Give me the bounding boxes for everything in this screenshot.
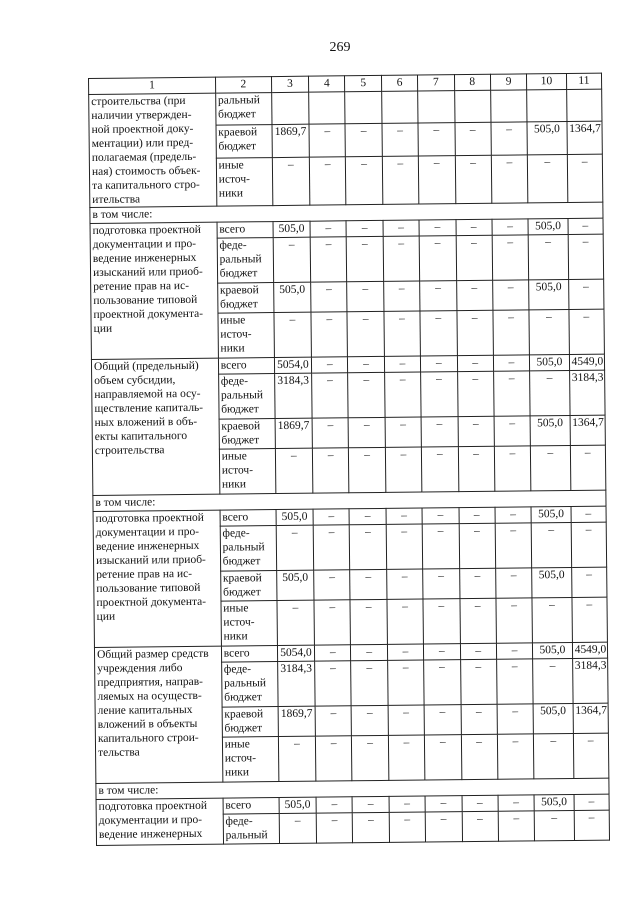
value-cell: – <box>316 797 353 813</box>
value-cell: 4549,0 <box>569 354 605 370</box>
value-cell: – <box>459 598 496 643</box>
value-cell: – <box>531 445 571 490</box>
source-label: феде- ральный бюджет <box>220 526 277 572</box>
value-cell: – <box>458 446 495 491</box>
source-label: ральный бюджет <box>215 93 271 126</box>
value-cell: – <box>420 281 457 311</box>
value-cell: – <box>385 447 422 492</box>
value-cell: – <box>491 122 528 155</box>
value-cell: – <box>384 356 421 372</box>
value-cell: – <box>279 813 317 843</box>
value-cell: – <box>496 643 533 659</box>
value-cell: – <box>422 524 459 569</box>
value-cell: – <box>571 567 607 597</box>
value-cell: – <box>351 660 388 705</box>
value-cell: 5054,0 <box>277 645 315 661</box>
value-cell: – <box>456 219 493 235</box>
value-cell: – <box>382 123 419 156</box>
value-cell: – <box>275 448 313 493</box>
source-label: феде- ральный бюджет <box>217 238 274 284</box>
value-cell: 505,0 <box>530 354 570 370</box>
value-cell: – <box>528 154 568 203</box>
value-cell: – <box>313 525 350 570</box>
value-cell <box>566 89 602 122</box>
value-cell: 505,0 <box>530 415 570 445</box>
value-cell: – <box>531 522 571 567</box>
value-cell: – <box>456 280 493 310</box>
value-cell: – <box>389 812 426 842</box>
value-cell: 505,0 <box>279 797 317 813</box>
value-cell: – <box>309 156 346 205</box>
value-cell: 505,0 <box>532 567 572 597</box>
value-cell: – <box>422 508 459 524</box>
value-cell: – <box>571 522 607 567</box>
value-cell: – <box>495 523 532 568</box>
value-cell: – <box>530 370 570 415</box>
value-cell: – <box>571 506 607 522</box>
value-cell: – <box>423 599 460 644</box>
value-cell: 3184,3 <box>569 370 605 415</box>
source-label: иные источ- ники <box>219 449 276 495</box>
value-cell: – <box>387 599 424 644</box>
value-cell: 505,0 <box>276 509 314 525</box>
value-cell: – <box>456 235 493 280</box>
value-cell: – <box>495 507 532 523</box>
value-cell: – <box>311 282 348 312</box>
value-cell <box>454 90 491 123</box>
source-label: краевой бюджет <box>219 419 275 450</box>
value-cell <box>418 91 455 124</box>
indicator-description: подготовка проектной документации и про- ведение инженерных изысканий или приоб- ретение прав на ис- пользование типовой проектной документа- ции <box>90 222 218 359</box>
value-cell: – <box>568 218 604 234</box>
value-cell: – <box>347 236 384 281</box>
value-cell: – <box>348 372 385 417</box>
value-cell: – <box>312 418 349 448</box>
value-cell: – <box>348 356 385 372</box>
value-cell: – <box>314 570 351 600</box>
source-label: всего <box>221 646 277 663</box>
value-cell: 505,0 <box>533 642 573 658</box>
value-cell: – <box>459 507 496 523</box>
value-cell: – <box>313 448 350 493</box>
source-label: феде- ральный <box>223 814 279 845</box>
value-cell: – <box>421 356 458 372</box>
value-cell: – <box>389 796 426 812</box>
source-label: краевой бюджет <box>217 283 273 314</box>
value-cell: – <box>460 643 497 659</box>
value-cell <box>309 92 346 125</box>
value-cell: – <box>351 644 388 660</box>
value-cell <box>527 89 567 122</box>
value-cell: – <box>421 417 458 447</box>
value-cell: 505,0 <box>527 122 567 155</box>
value-cell: – <box>458 416 495 446</box>
value-cell: – <box>277 600 315 645</box>
value-cell: – <box>346 156 383 205</box>
value-cell: – <box>456 310 493 355</box>
value-cell: 1364,7 <box>567 121 603 154</box>
value-cell: – <box>315 645 352 661</box>
indicator-description: подготовка проектной документации и про- ведение инженерных изысканий или приоб- ретение прав на ис- пользование типовой проектной документа- ции <box>93 510 221 647</box>
value-cell: – <box>353 796 390 812</box>
value-cell: – <box>386 508 423 524</box>
value-cell: 1869,7 <box>278 706 316 736</box>
column-header: 8 <box>454 74 491 90</box>
column-header: 9 <box>490 74 527 90</box>
value-cell: 505,0 <box>528 218 568 234</box>
value-cell: 505,0 <box>273 221 311 237</box>
value-cell: – <box>388 705 425 735</box>
value-cell <box>271 92 309 125</box>
value-cell: – <box>425 796 462 812</box>
value-cell: 505,0 <box>273 282 311 312</box>
column-header: 3 <box>271 76 309 92</box>
value-cell: – <box>382 156 419 205</box>
value-cell: – <box>459 523 496 568</box>
value-cell: – <box>272 157 310 206</box>
value-cell: – <box>387 660 424 705</box>
value-cell: – <box>310 237 347 282</box>
value-cell: – <box>385 417 422 447</box>
value-cell: – <box>273 237 311 282</box>
column-header: 6 <box>381 75 418 91</box>
value-cell <box>345 91 382 124</box>
value-cell: – <box>349 508 386 524</box>
source-label: всего <box>223 798 279 815</box>
source-label: иные источ- ники <box>222 737 279 783</box>
value-cell: – <box>532 597 572 642</box>
value-cell: – <box>352 705 389 735</box>
value-cell: – <box>424 705 461 735</box>
value-cell: – <box>278 736 316 781</box>
value-cell: – <box>574 794 610 810</box>
value-cell: – <box>462 811 499 841</box>
value-cell: – <box>533 658 573 703</box>
value-cell: – <box>387 644 424 660</box>
value-cell: – <box>462 795 499 811</box>
table-row <box>89 89 602 127</box>
value-cell: 3184,3 <box>572 658 608 703</box>
value-cell: – <box>568 279 604 309</box>
value-cell: – <box>383 220 420 236</box>
column-header: 1 <box>89 77 216 94</box>
column-header: 2 <box>215 77 271 94</box>
subheader-label: в том числе: <box>96 778 609 799</box>
value-cell: – <box>418 155 455 204</box>
value-cell: – <box>498 795 535 811</box>
value-cell: – <box>421 372 458 417</box>
page-number: 269 <box>329 40 351 55</box>
column-header: 10 <box>527 73 567 89</box>
value-cell: – <box>347 311 384 356</box>
value-cell <box>381 91 418 124</box>
source-label: краевой бюджет <box>216 125 272 158</box>
value-cell: – <box>492 235 529 280</box>
value-cell: – <box>350 599 387 644</box>
value-cell: – <box>457 355 494 371</box>
subheader-label: в том числе: <box>93 490 606 511</box>
value-cell: – <box>461 734 498 779</box>
value-cell: – <box>347 281 384 311</box>
value-cell: – <box>497 704 534 734</box>
value-cell: 5054,0 <box>274 357 312 373</box>
value-cell: – <box>494 446 531 491</box>
value-cell: – <box>424 660 461 705</box>
budget-table <box>88 73 610 846</box>
source-label: иные источ- ники <box>216 157 273 206</box>
table-body <box>89 73 610 845</box>
value-cell: – <box>345 124 382 157</box>
value-cell: – <box>460 659 497 704</box>
value-cell: 4549,0 <box>572 642 608 658</box>
value-cell: – <box>423 569 460 599</box>
value-cell: – <box>418 123 455 156</box>
indicator-description: Общий размер средств учреждения либо предприятия, направ- ляемых на осуществ- ление капитальных вложений в объекты капитального строи- тельства <box>94 646 222 783</box>
value-cell: – <box>496 659 533 704</box>
value-cell: – <box>383 281 420 311</box>
value-cell: – <box>567 154 603 203</box>
value-cell: – <box>309 124 346 157</box>
value-cell: – <box>492 219 529 235</box>
value-cell: – <box>346 220 383 236</box>
value-cell: – <box>316 736 353 781</box>
value-cell: – <box>457 371 494 416</box>
value-cell: – <box>315 661 352 706</box>
indicator-description: подготовка проектной документации и про- ведение инженерных <box>96 798 223 845</box>
column-header: 4 <box>309 76 346 92</box>
value-cell: – <box>310 221 347 237</box>
source-label: краевой бюджет <box>220 571 276 602</box>
value-cell: – <box>570 445 606 490</box>
value-cell: – <box>454 123 491 156</box>
value-cell: – <box>493 355 530 371</box>
value-cell: – <box>350 524 387 569</box>
value-cell: – <box>573 733 609 778</box>
value-cell: – <box>534 733 574 778</box>
source-label: феде- ральный бюджет <box>218 374 275 420</box>
value-cell: – <box>493 310 530 355</box>
value-cell: – <box>492 280 529 310</box>
value-cell: – <box>494 416 531 446</box>
value-cell: 3184,3 <box>274 373 312 418</box>
value-cell: – <box>528 234 568 279</box>
value-cell: – <box>496 598 533 643</box>
column-header: 11 <box>566 73 602 89</box>
value-cell: 1869,7 <box>272 124 310 157</box>
source-label: всего <box>220 510 276 527</box>
value-cell: – <box>534 810 574 840</box>
value-cell: – <box>572 597 608 642</box>
value-cell: – <box>425 735 462 780</box>
value-cell: – <box>493 371 530 416</box>
value-cell: – <box>497 734 534 779</box>
value-cell: – <box>424 644 461 660</box>
column-header: 5 <box>345 75 382 91</box>
value-cell: – <box>353 812 390 842</box>
source-label: краевой бюджет <box>222 707 278 738</box>
value-cell: – <box>569 309 605 354</box>
value-cell: – <box>349 417 386 447</box>
value-cell: – <box>386 569 423 599</box>
value-cell: – <box>419 236 456 281</box>
value-cell: – <box>498 811 535 841</box>
indicator-description: Общий (предельный) объем субсидии, направляемой на осу- ществление капиталь- ных вложений в объ- екты капитального строительства <box>91 358 219 495</box>
value-cell: – <box>388 735 425 780</box>
value-cell: – <box>276 525 314 570</box>
value-cell: 3184,3 <box>277 661 315 706</box>
value-cell: – <box>461 704 498 734</box>
value-cell: 505,0 <box>534 794 574 810</box>
source-label: феде- ральный бюджет <box>221 662 278 708</box>
source-label: иные источ- ники <box>218 313 275 359</box>
value-cell: – <box>568 234 604 279</box>
value-cell: – <box>574 810 610 840</box>
value-cell: – <box>274 312 312 357</box>
value-cell: – <box>352 735 389 780</box>
value-cell: – <box>529 309 569 354</box>
value-cell: – <box>459 568 496 598</box>
column-header: 7 <box>418 75 455 91</box>
value-cell: – <box>313 509 350 525</box>
value-cell: 1869,7 <box>275 418 313 448</box>
subheader-label: в том числе: <box>90 202 603 223</box>
source-label: иные источ- ники <box>221 601 278 647</box>
source-label: всего <box>218 358 274 375</box>
value-cell: – <box>314 600 351 645</box>
value-cell: – <box>386 524 423 569</box>
indicator-description: строительства (при наличии утвержден- ной проектной доку- ментации) или пред- полагаемая (предель- ная) стоимость объек- та капитального стро- ительства <box>89 93 217 207</box>
value-cell: – <box>425 812 462 842</box>
value-cell: – <box>420 311 457 356</box>
value-cell: – <box>312 357 349 373</box>
value-cell: – <box>349 447 386 492</box>
value-cell: – <box>384 372 421 417</box>
value-cell: – <box>350 569 387 599</box>
value-cell: 505,0 <box>529 279 569 309</box>
value-cell: 505,0 <box>276 570 314 600</box>
value-cell: – <box>316 813 353 843</box>
source-label: всего <box>217 222 273 239</box>
value-cell: – <box>383 236 420 281</box>
value-cell: – <box>496 568 533 598</box>
value-cell: – <box>491 154 528 203</box>
value-cell <box>490 90 527 123</box>
value-cell: – <box>311 312 348 357</box>
value-cell: – <box>455 155 492 204</box>
value-cell: – <box>419 220 456 236</box>
value-cell: 505,0 <box>533 703 573 733</box>
value-cell: – <box>312 373 349 418</box>
value-cell: 1364,7 <box>573 703 609 733</box>
value-cell: 1364,7 <box>570 415 606 445</box>
value-cell: 505,0 <box>531 506 571 522</box>
value-cell: – <box>422 447 459 492</box>
value-cell: – <box>315 706 352 736</box>
value-cell: – <box>384 311 421 356</box>
